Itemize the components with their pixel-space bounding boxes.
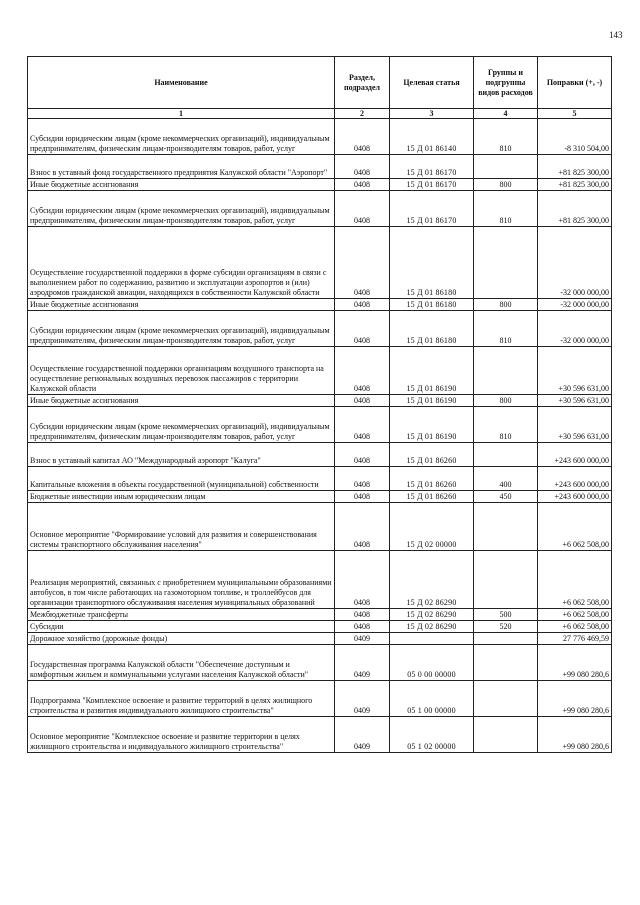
row-section: 0409 bbox=[335, 681, 390, 717]
row-section: 0408 bbox=[335, 191, 390, 227]
table-row bbox=[28, 681, 612, 717]
row-expense-group bbox=[474, 347, 538, 395]
row-amendment: +243 600 000,00 bbox=[538, 443, 612, 467]
row-name: Дорожное хозяйство (дорожные фонды) bbox=[28, 633, 335, 645]
table-row bbox=[28, 551, 612, 609]
row-name: Субсидии юридическим лицам (кроме некоммерческих организаций), индивидуальным предпринимателям, физическим лицам-производителям товаров, работ, услуг bbox=[28, 311, 335, 347]
row-amendment: +81 825 300,00 bbox=[538, 191, 612, 227]
row-name: Субсидии юридическим лицам (кроме некоммерческих организаций), индивидуальным предпринимателям, физическим лицам-производителям товаров, работ, услуг bbox=[28, 119, 335, 155]
table-row bbox=[28, 443, 612, 467]
row-section: 0409 bbox=[335, 633, 390, 645]
row-section: 0408 bbox=[335, 311, 390, 347]
column-number: 3 bbox=[390, 109, 474, 119]
row-name: Подпрограмма "Комплексное освоение и развитие территорий в целях жилищного строительства и развития индивидуального жилищного строительства" bbox=[28, 681, 335, 717]
row-name: Взнос в уставный фонд государственного предприятия Калужской области "Аэропорт" bbox=[28, 155, 335, 179]
row-section: 0408 bbox=[335, 179, 390, 191]
table-row bbox=[28, 119, 612, 155]
table-row bbox=[28, 299, 612, 311]
row-expense-group: 810 bbox=[474, 407, 538, 443]
row-name: Субсидии юридическим лицам (кроме некоммерческих организаций), индивидуальным предпринимателям, физическим лицам-производителям товаров, работ, услуг bbox=[28, 407, 335, 443]
table-row bbox=[28, 645, 612, 681]
row-target-article: 15 Д 02 86290 bbox=[390, 551, 474, 609]
row-amendment: +6 062 508,00 bbox=[538, 621, 612, 633]
row-name: Осуществление государственной поддержки организациям воздушного транспорта на осуществление региональных воздушных перевозок пассажиров с территории Калужской области bbox=[28, 347, 335, 395]
page-number: 143 bbox=[609, 30, 623, 40]
row-section: 0408 bbox=[335, 609, 390, 621]
table-body bbox=[28, 119, 612, 753]
row-name: Межбюджетные трансферты bbox=[28, 609, 335, 621]
row-name: Иные бюджетные ассигнования bbox=[28, 395, 335, 407]
row-expense-group: 810 bbox=[474, 119, 538, 155]
row-expense-group bbox=[474, 681, 538, 717]
row-expense-group: 450 bbox=[474, 491, 538, 503]
row-expense-group: 400 bbox=[474, 467, 538, 491]
table-row bbox=[28, 609, 612, 621]
row-name: Реализация мероприятий, связанных с приобретением муниципальными образованиями автобусов, в том числе работающих на газомоторном топливе, и троллейбусов для организации транспортного обслуживания населения муниципальных образований bbox=[28, 551, 335, 609]
row-expense-group: 520 bbox=[474, 621, 538, 633]
table-row bbox=[28, 347, 612, 395]
row-expense-group bbox=[474, 551, 538, 609]
row-section: 0408 bbox=[335, 491, 390, 503]
row-target-article: 15 Д 01 86190 bbox=[390, 347, 474, 395]
header-amendment: Поправки (+, -) bbox=[538, 57, 612, 109]
row-amendment: +6 062 508,00 bbox=[538, 609, 612, 621]
row-target-article: 15 Д 01 86260 bbox=[390, 443, 474, 467]
row-section: 0408 bbox=[335, 299, 390, 311]
row-expense-group: 810 bbox=[474, 191, 538, 227]
row-target-article: 15 Д 01 86170 bbox=[390, 191, 474, 227]
row-target-article: 15 Д 02 86290 bbox=[390, 621, 474, 633]
row-amendment: +6 062 508,00 bbox=[538, 503, 612, 551]
row-amendment: +243 600 000,00 bbox=[538, 491, 612, 503]
row-section: 0408 bbox=[335, 119, 390, 155]
row-expense-group bbox=[474, 633, 538, 645]
row-amendment: +99 080 280,6 bbox=[538, 645, 612, 681]
row-section: 0408 bbox=[335, 395, 390, 407]
row-name: Государственная программа Калужской области "Обеспечение доступным и комфортным жильем и коммунальными услугами населения Калужской области" bbox=[28, 645, 335, 681]
row-expense-group bbox=[474, 717, 538, 753]
budget-amendments-table bbox=[27, 56, 612, 753]
row-section: 0408 bbox=[335, 347, 390, 395]
row-target-article: 15 Д 02 86290 bbox=[390, 609, 474, 621]
header-target: Целевая статья bbox=[390, 57, 474, 109]
row-target-article: 15 Д 01 86170 bbox=[390, 179, 474, 191]
row-name: Субсидии bbox=[28, 621, 335, 633]
table-row bbox=[28, 407, 612, 443]
row-target-article: 05 1 00 00000 bbox=[390, 681, 474, 717]
row-expense-group: 800 bbox=[474, 395, 538, 407]
row-name: Взнос в уставный капитал АО "Международный аэропорт "Калуга" bbox=[28, 443, 335, 467]
row-amendment: +243 600 000,00 bbox=[538, 467, 612, 491]
row-target-article: 15 Д 01 86190 bbox=[390, 395, 474, 407]
row-amendment: +99 080 280,6 bbox=[538, 717, 612, 753]
row-section: 0408 bbox=[335, 503, 390, 551]
row-target-article: 15 Д 01 86180 bbox=[390, 227, 474, 299]
row-target-article: 15 Д 01 86140 bbox=[390, 119, 474, 155]
table-header-row bbox=[28, 57, 612, 109]
row-target-article: 15 Д 01 86180 bbox=[390, 299, 474, 311]
column-number-row bbox=[28, 109, 612, 119]
table-row bbox=[28, 491, 612, 503]
row-name: Осуществление государственной поддержки в форме субсидии организациям в связи с выполнением работ по содержанию, развитию и эксплуатации аэропортов и (или) аэродромов гражданской авиации, находящихся в собственности Калужской области bbox=[28, 227, 335, 299]
row-target-article: 15 Д 01 86170 bbox=[390, 155, 474, 179]
row-expense-group bbox=[474, 503, 538, 551]
row-section: 0409 bbox=[335, 717, 390, 753]
column-number: 4 bbox=[474, 109, 538, 119]
row-expense-group: 810 bbox=[474, 311, 538, 347]
row-amendment: +99 080 280,6 bbox=[538, 681, 612, 717]
row-section: 0408 bbox=[335, 227, 390, 299]
row-section: 0408 bbox=[335, 155, 390, 179]
row-target-article: 05 0 00 00000 bbox=[390, 645, 474, 681]
table-row bbox=[28, 633, 612, 645]
row-expense-group: 800 bbox=[474, 299, 538, 311]
row-section: 0408 bbox=[335, 621, 390, 633]
row-name: Субсидии юридическим лицам (кроме некоммерческих организаций), индивидуальным предпринимателям, физическим лицам-производителям товаров, работ, услуг bbox=[28, 191, 335, 227]
row-section: 0408 bbox=[335, 407, 390, 443]
row-name: Иные бюджетные ассигнования bbox=[28, 299, 335, 311]
column-number: 1 bbox=[28, 109, 335, 119]
table-row bbox=[28, 227, 612, 299]
row-amendment: +81 825 300,00 bbox=[538, 179, 612, 191]
row-amendment: +30 596 631,00 bbox=[538, 407, 612, 443]
row-section: 0409 bbox=[335, 645, 390, 681]
row-target-article bbox=[390, 633, 474, 645]
table-row bbox=[28, 717, 612, 753]
table-row bbox=[28, 621, 612, 633]
row-expense-group: 800 bbox=[474, 179, 538, 191]
row-name: Капитальные вложения в объекты государственной (муниципальной) собственности bbox=[28, 467, 335, 491]
row-expense-group bbox=[474, 443, 538, 467]
table-row bbox=[28, 311, 612, 347]
row-target-article: 15 Д 01 86260 bbox=[390, 491, 474, 503]
row-name: Основное мероприятие "Формирование условий для развития и совершенствования системы транспортного обслуживания населения" bbox=[28, 503, 335, 551]
table-row bbox=[28, 467, 612, 491]
table-row bbox=[28, 179, 612, 191]
row-target-article: 15 Д 01 86190 bbox=[390, 407, 474, 443]
column-number: 2 bbox=[335, 109, 390, 119]
row-section: 0408 bbox=[335, 551, 390, 609]
row-expense-group: 500 bbox=[474, 609, 538, 621]
row-amendment: -32 000 000,00 bbox=[538, 311, 612, 347]
row-section: 0408 bbox=[335, 467, 390, 491]
row-amendment: 27 776 469,59 bbox=[538, 633, 612, 645]
column-number: 5 bbox=[538, 109, 612, 119]
row-target-article: 05 1 02 00000 bbox=[390, 717, 474, 753]
row-name: Основное мероприятие "Комплексное освоение и развитие территории в целях жилищного строительства и индивидуального жилищного строительства" bbox=[28, 717, 335, 753]
row-amendment: +30 596 631,00 bbox=[538, 347, 612, 395]
row-target-article: 15 Д 01 86260 bbox=[390, 467, 474, 491]
row-target-article: 15 Д 01 86180 bbox=[390, 311, 474, 347]
row-target-article: 15 Д 02 00000 bbox=[390, 503, 474, 551]
row-amendment: -8 310 504,00 bbox=[538, 119, 612, 155]
table-row bbox=[28, 155, 612, 179]
table-row bbox=[28, 503, 612, 551]
row-amendment: -32 000 000,00 bbox=[538, 299, 612, 311]
row-section: 0408 bbox=[335, 443, 390, 467]
header-group: Группы и подгруппы видов расходов bbox=[474, 57, 538, 109]
row-name: Иные бюджетные ассигнования bbox=[28, 179, 335, 191]
row-amendment: -32 000 000,00 bbox=[538, 227, 612, 299]
header-section: Раздел, подраздел bbox=[335, 57, 390, 109]
row-expense-group bbox=[474, 155, 538, 179]
row-name: Бюджетные инвестиции иным юридическим лицам bbox=[28, 491, 335, 503]
header-name: Наименование bbox=[28, 57, 335, 109]
row-amendment: +81 825 300,00 bbox=[538, 155, 612, 179]
row-expense-group bbox=[474, 227, 538, 299]
row-amendment: +30 596 631,00 bbox=[538, 395, 612, 407]
table-row bbox=[28, 191, 612, 227]
table-row bbox=[28, 395, 612, 407]
row-expense-group bbox=[474, 645, 538, 681]
row-amendment: +6 062 508,00 bbox=[538, 551, 612, 609]
